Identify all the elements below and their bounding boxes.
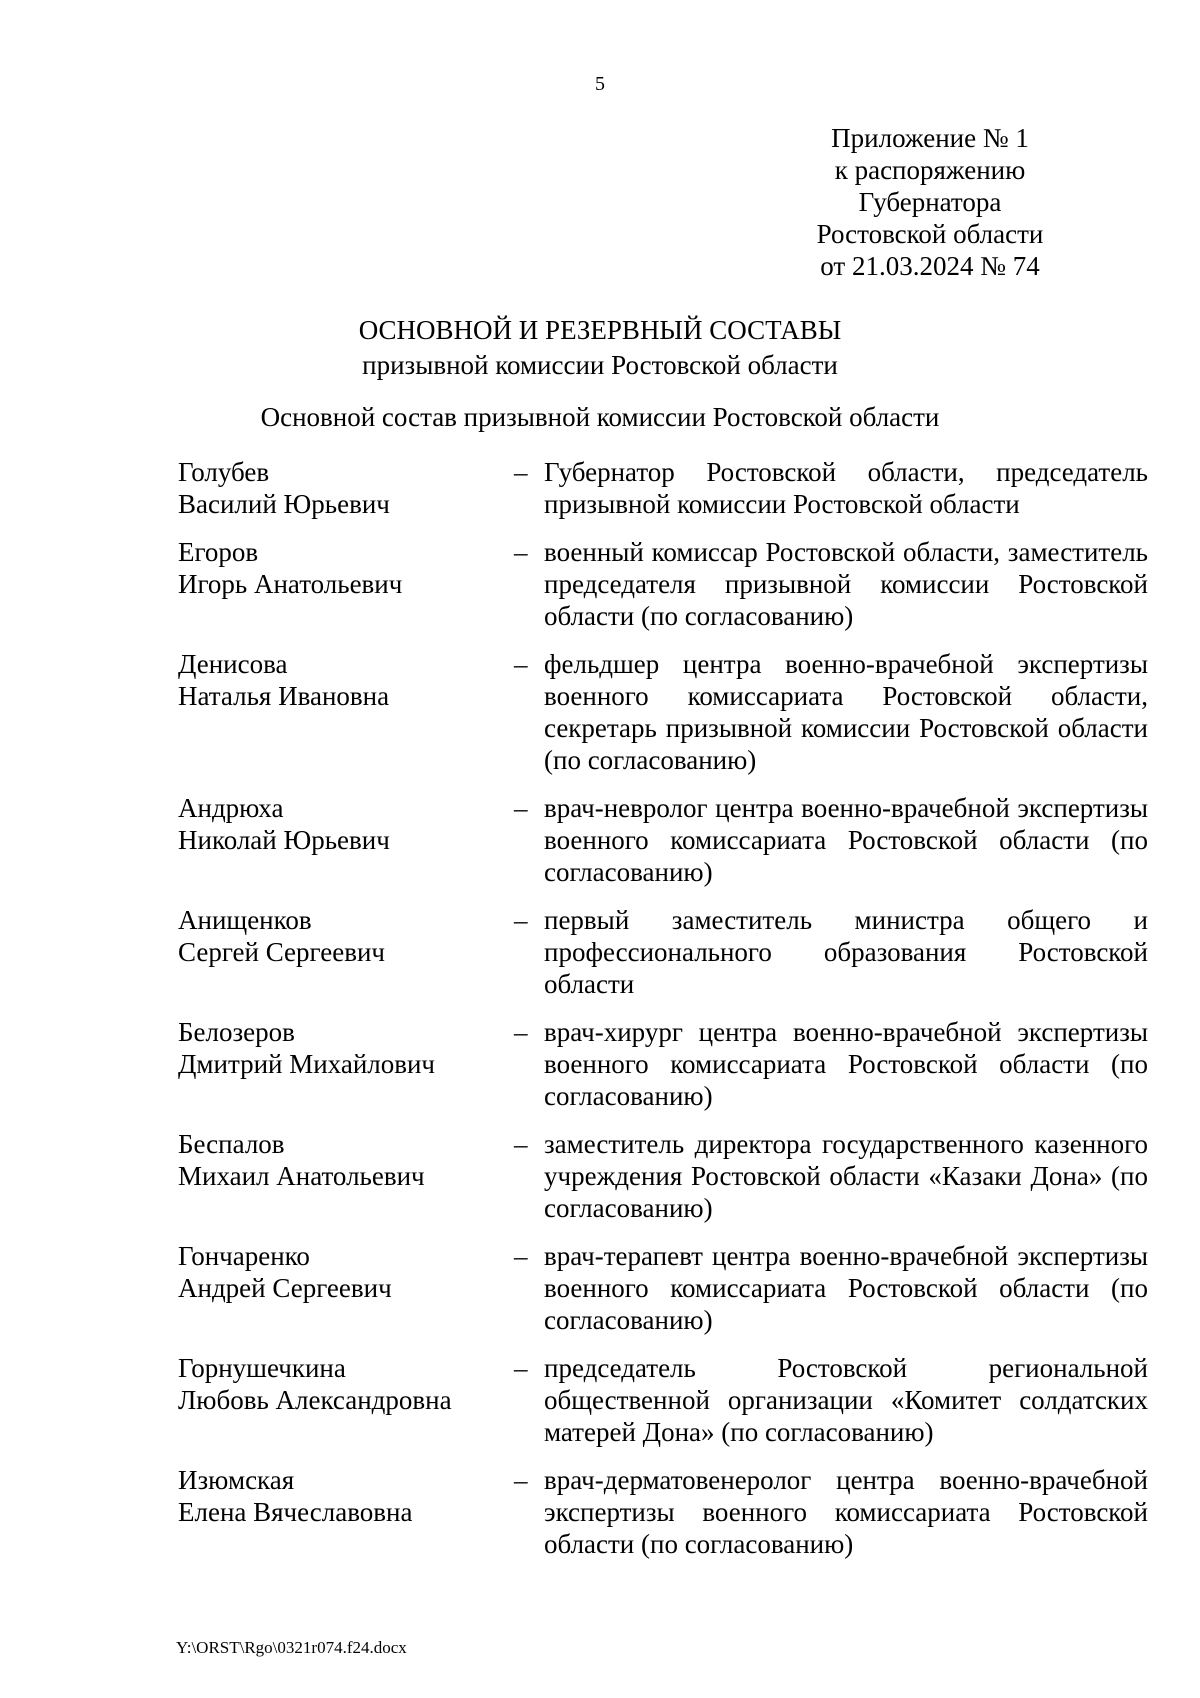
member-role: военный комиссар Ростовской области, заместитель председателя призывной комиссии Ростовской области (по согласованию) (544, 537, 1148, 631)
member-row (178, 648, 1148, 776)
member-role: председатель Ростовской региональной общественной организации «Комитет солдатских матерей Дона» (по согласованию) (544, 1353, 1148, 1447)
member-surname: Гончаренко (178, 1241, 310, 1271)
member-dash: – (514, 457, 528, 487)
member-name (178, 1464, 514, 1528)
member-dash: – (514, 793, 528, 823)
member-row (178, 904, 1148, 1000)
member-given-names: Игорь Анатольевич (178, 569, 403, 599)
member-surname: Андрюха (178, 793, 284, 823)
member-dash: – (514, 1017, 528, 1047)
member-given-names: Елена Вячеславовна (178, 1497, 413, 1527)
member-dash: – (514, 1353, 528, 1383)
member-name (178, 1016, 514, 1080)
member-surname: Денисова (178, 649, 288, 679)
appendix-line: Губернатора (858, 187, 1002, 217)
member-surname: Беспалов (178, 1129, 285, 1159)
member-role: врач-хирург центра военно-врачебной экспертизы военного комиссариата Ростовской области (по согласованию) (544, 1017, 1148, 1111)
section-title: Основной состав призывной комиссии Ростовской области (260, 402, 940, 432)
member-row (178, 1352, 1148, 1448)
appendix-block (780, 122, 1200, 282)
members-list (178, 456, 1148, 1576)
page-number: 5 (595, 73, 605, 95)
member-role: врач-дерматовенеролог центра военно-врачебной экспертизы военного комиссариата Ростовской области (по согласованию) (544, 1465, 1148, 1559)
member-role: врач-терапевт центра военно-врачебной экспертизы военного комиссариата Ростовской области (по согласованию) (544, 1241, 1148, 1335)
member-row (178, 456, 1148, 520)
member-row (178, 1128, 1148, 1224)
member-name (178, 648, 514, 712)
member-name (178, 1240, 514, 1304)
member-name (178, 456, 514, 520)
footer-file-path: Y:\ORST\Rgo\0321r074.f24.docx (176, 1638, 407, 1657)
member-dash: – (514, 1129, 528, 1159)
member-role: первый заместитель министра общего и профессионального образования Ростовской области (544, 905, 1148, 999)
member-surname: Анищенков (178, 905, 312, 935)
member-role: фельдшер центра военно-врачебной экспертизы военного комиссариата Ростовской области, секретарь призывной комиссии Ростовской области (по согласованию) (544, 649, 1148, 775)
member-dash: – (514, 1465, 528, 1495)
document-subtitle: призывной комиссии Ростовской области (362, 350, 838, 380)
member-surname: Голубев (178, 457, 270, 487)
member-surname: Егоров (178, 537, 259, 567)
member-role: заместитель директора государственного казенного учреждения Ростовской области «Казаки Дона» (по согласованию) (544, 1129, 1148, 1223)
member-name (178, 904, 514, 968)
member-dash: – (514, 1241, 528, 1271)
appendix-line: от 21.03.2024 № 74 (820, 251, 1040, 281)
member-given-names: Михаил Анатольевич (178, 1161, 425, 1191)
member-surname: Изюмская (178, 1465, 295, 1495)
member-name (178, 536, 514, 600)
appendix-line: к распоряжению (834, 155, 1026, 185)
member-surname: Горнушечкина (178, 1353, 346, 1383)
member-given-names: Сергей Сергеевич (178, 937, 386, 967)
member-dash: – (514, 649, 528, 679)
appendix-line: Ростовской области (816, 219, 1044, 249)
member-given-names: Наталья Ивановна (178, 681, 390, 711)
member-given-names: Николай Юрьевич (178, 825, 390, 855)
member-row (178, 792, 1148, 888)
document-title: ОСНОВНОЙ И РЕЗЕРВНЫЙ СОСТАВЫ (358, 315, 842, 345)
member-role: Губернатор Ростовской области, председатель призывной комиссии Ростовской области (544, 457, 1148, 519)
member-given-names: Андрей Сергеевич (178, 1273, 392, 1303)
member-given-names: Дмитрий Михайлович (178, 1049, 436, 1079)
member-name (178, 1352, 514, 1416)
member-row (178, 1464, 1148, 1560)
member-given-names: Любовь Александровна (178, 1385, 452, 1415)
member-row (178, 536, 1148, 632)
member-row (178, 1240, 1148, 1336)
member-role: врач-невролог центра военно-врачебной экспертизы военного комиссариата Ростовской области (по согласованию) (544, 793, 1148, 887)
member-dash: – (514, 537, 528, 567)
member-given-names: Василий Юрьевич (178, 489, 390, 519)
member-surname: Белозеров (178, 1017, 295, 1047)
member-row (178, 1016, 1148, 1112)
member-name (178, 1128, 514, 1192)
member-dash: – (514, 905, 528, 935)
appendix-line: Приложение № 1 (831, 123, 1029, 153)
member-name (178, 792, 514, 856)
